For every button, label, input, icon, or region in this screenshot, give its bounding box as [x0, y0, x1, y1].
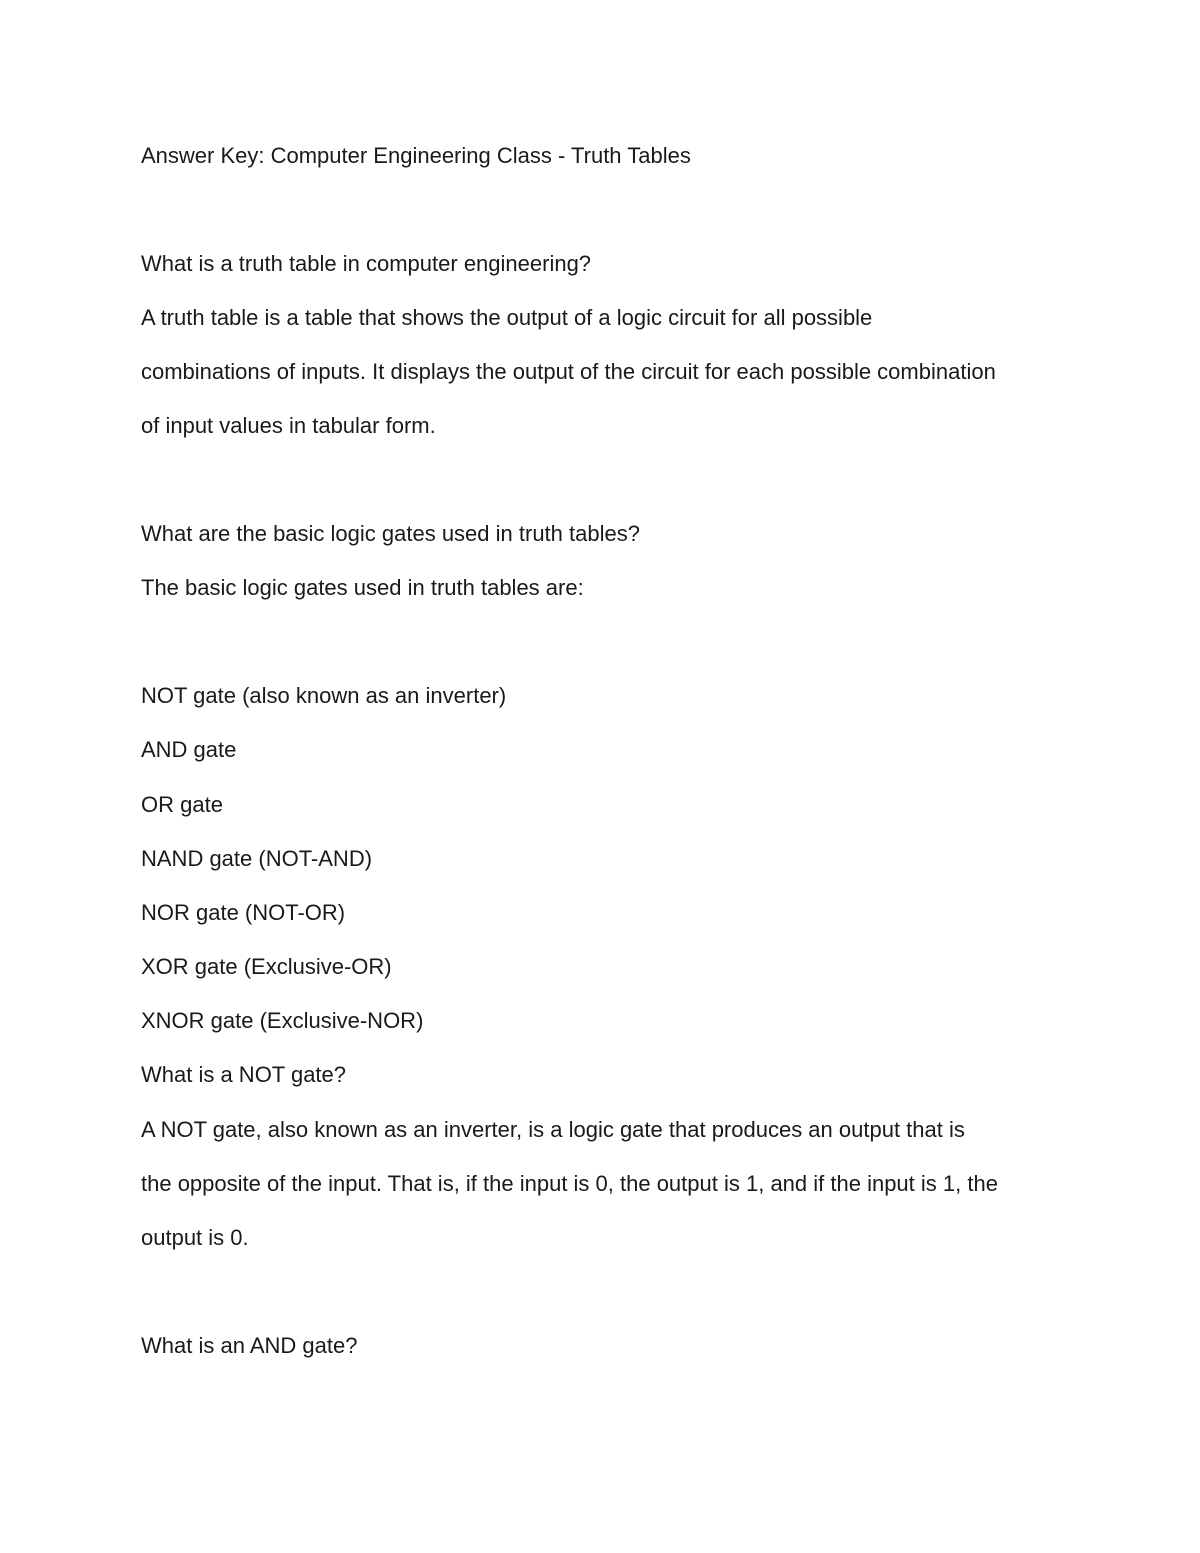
gate-list-item: NOR gate (NOT-OR) — [141, 900, 346, 925]
gate-list-item: NAND gate (NOT-AND) — [141, 846, 373, 871]
document-title: Answer Key: Computer Engineering Class - Truth Tables — [141, 143, 691, 168]
answer-intro: The basic logic gates used in truth tables are: — [141, 575, 584, 600]
gate-list-item: AND gate — [141, 737, 237, 762]
question-not-gate: What is a NOT gate? — [141, 1062, 347, 1087]
gate-list-item: XOR gate (Exclusive-OR) — [141, 954, 392, 979]
question-and-gate: What is an AND gate? — [141, 1333, 358, 1358]
answer-line: output is 0. — [141, 1225, 249, 1250]
question-basic-gates: What are the basic logic gates used in truth tables? — [141, 521, 640, 546]
gate-list-item: NOT gate (also known as an inverter) — [141, 683, 507, 708]
gate-list-item: OR gate — [141, 792, 223, 817]
answer-line: combinations of inputs. It displays the output of the circuit for each possible combination — [141, 359, 996, 384]
answer-line: of input values in tabular form. — [141, 413, 436, 438]
question-truth-table: What is a truth table in computer engineering? — [141, 251, 592, 276]
gate-list-item: XNOR gate (Exclusive-NOR) — [141, 1008, 424, 1033]
answer-line: A truth table is a table that shows the output of a logic circuit for all possible — [141, 305, 873, 330]
answer-line: A NOT gate, also known as an inverter, is a logic gate that produces an output that is — [141, 1117, 965, 1142]
answer-line: the opposite of the input. That is, if the input is 0, the output is 1, and if the input is 1, the — [141, 1171, 998, 1196]
